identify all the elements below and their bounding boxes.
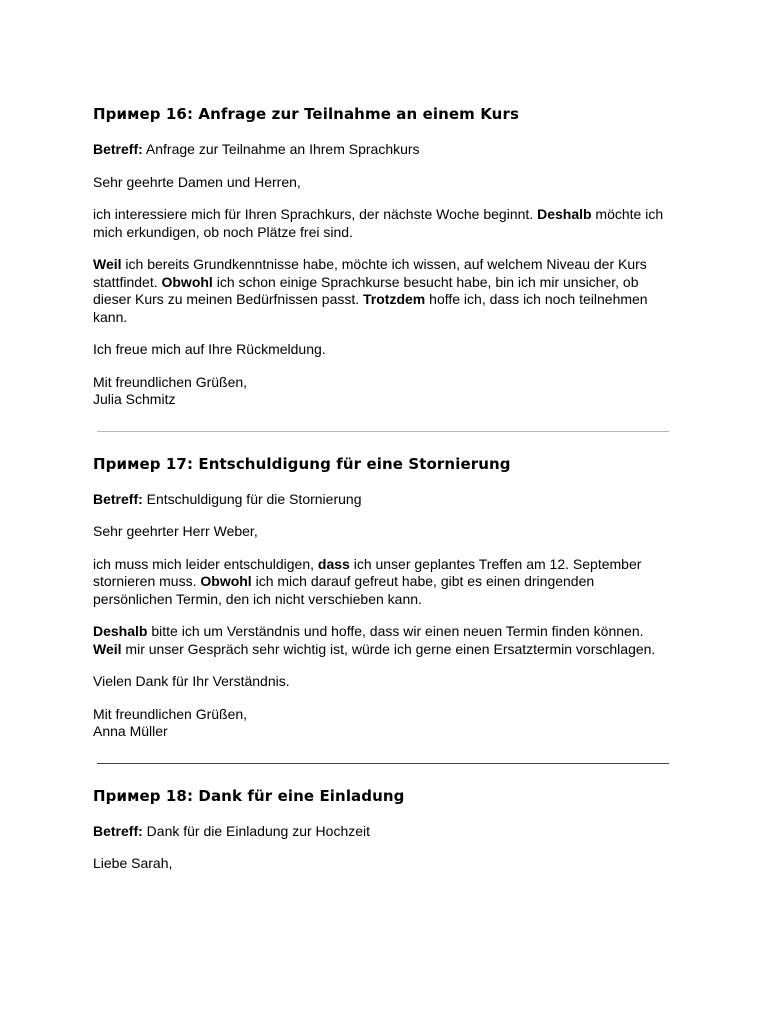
text: möchte ich mich erkundigen, ob noch Plätze frei sind. bbox=[93, 206, 664, 240]
example-16-subject bbox=[93, 141, 672, 159]
bold-keyword: Deshalb bbox=[93, 623, 148, 639]
text: mir unser Gespräch sehr wichtig ist, würde ich gerne einen Ersatztermin vorschlagen. bbox=[121, 640, 656, 657]
text: ich muss mich leider entschuldigen, bbox=[93, 555, 318, 572]
example-16 bbox=[93, 104, 672, 409]
subject-label: Betreff: bbox=[93, 490, 143, 507]
example-17-title: Пример 17: Entschuldigung für eine Stornierung bbox=[93, 454, 511, 473]
text: ich schon einige Sprachkurse besucht habe, bin ich mir unsicher, ob dieser Kurs zu meinen Bedürfnissen passt. bbox=[93, 273, 639, 307]
example-16-title: Пример 16: Anfrage zur Teilnahme an einem Kurs bbox=[93, 105, 519, 123]
example-17-paragraph-2 bbox=[93, 623, 672, 658]
example-18-greeting: Liebe Sarah, bbox=[93, 855, 173, 871]
example-16-greeting: Sehr geehrte Damen und Herren, bbox=[93, 173, 301, 190]
subject-text: Anfrage zur Teilnahme an Ihrem Sprachkurs bbox=[142, 141, 420, 157]
bold-keyword: Obwohl bbox=[200, 573, 252, 589]
subject-text: Entschuldigung für die Stornierung bbox=[142, 490, 362, 507]
example-17 bbox=[93, 454, 672, 741]
example-17-closing-line: Vielen Dank für Ihr Verständnis. bbox=[93, 673, 290, 689]
example-18-title: Пример 18: Dank für eine Einladung bbox=[93, 786, 405, 805]
example-17-greeting: Sehr geehrter Herr Weber, bbox=[93, 523, 258, 539]
text: ich mich darauf gefreut habe, gibt es einen dringenden persönlichen Termin, den ich nicht verschieben kann. bbox=[93, 573, 595, 607]
signature: Julia Schmitz bbox=[93, 391, 176, 407]
example-16-sign-off bbox=[93, 374, 672, 409]
example-17-subject bbox=[93, 491, 672, 509]
text: ich interessiere mich für Ihren Sprachkurs, der nächste Woche beginnt. bbox=[93, 206, 538, 222]
regards: Mit freundlichen Grüßen, bbox=[93, 705, 248, 722]
bold-keyword: Trotzdem bbox=[363, 291, 426, 307]
bold-keyword: dass bbox=[317, 555, 350, 572]
example-17-paragraph-1 bbox=[93, 556, 672, 609]
example-18-subject bbox=[93, 823, 672, 841]
bold-keyword: Weil bbox=[93, 640, 122, 657]
subject-label: Betreff: bbox=[93, 822, 143, 839]
text: hoffe ich, dass ich noch teilnehmen kann. bbox=[93, 291, 648, 325]
section-divider bbox=[97, 763, 669, 764]
example-16-paragraph-2 bbox=[93, 256, 672, 326]
section-divider bbox=[97, 431, 669, 432]
signature: Anna Müller bbox=[93, 723, 168, 739]
text: ich bereits Grundkenntnisse habe, möchte ich wissen, auf welchem Niveau der Kurs stattfindet. bbox=[93, 256, 647, 290]
text: ich unser geplantes Treffen am 12. September stornieren muss. bbox=[93, 555, 642, 589]
example-17-sign-off bbox=[93, 706, 672, 741]
example-16-closing-line: Ich freue mich auf Ihre Rückmeldung. bbox=[93, 341, 326, 357]
text: bitte ich um Verständnis und hoffe, dass wir einen neuen Termin finden können. bbox=[147, 623, 644, 639]
example-16-paragraph-1 bbox=[93, 206, 672, 241]
bold-keyword: Weil bbox=[93, 256, 122, 272]
subject-label: Betreff: bbox=[93, 141, 143, 157]
subject-text: Dank für die Einladung zur Hochzeit bbox=[142, 822, 371, 839]
bold-keyword: Deshalb bbox=[537, 206, 592, 222]
regards: Mit freundlichen Grüßen, bbox=[93, 373, 248, 390]
bold-keyword: Obwohl bbox=[161, 273, 213, 290]
example-18 bbox=[93, 786, 672, 873]
